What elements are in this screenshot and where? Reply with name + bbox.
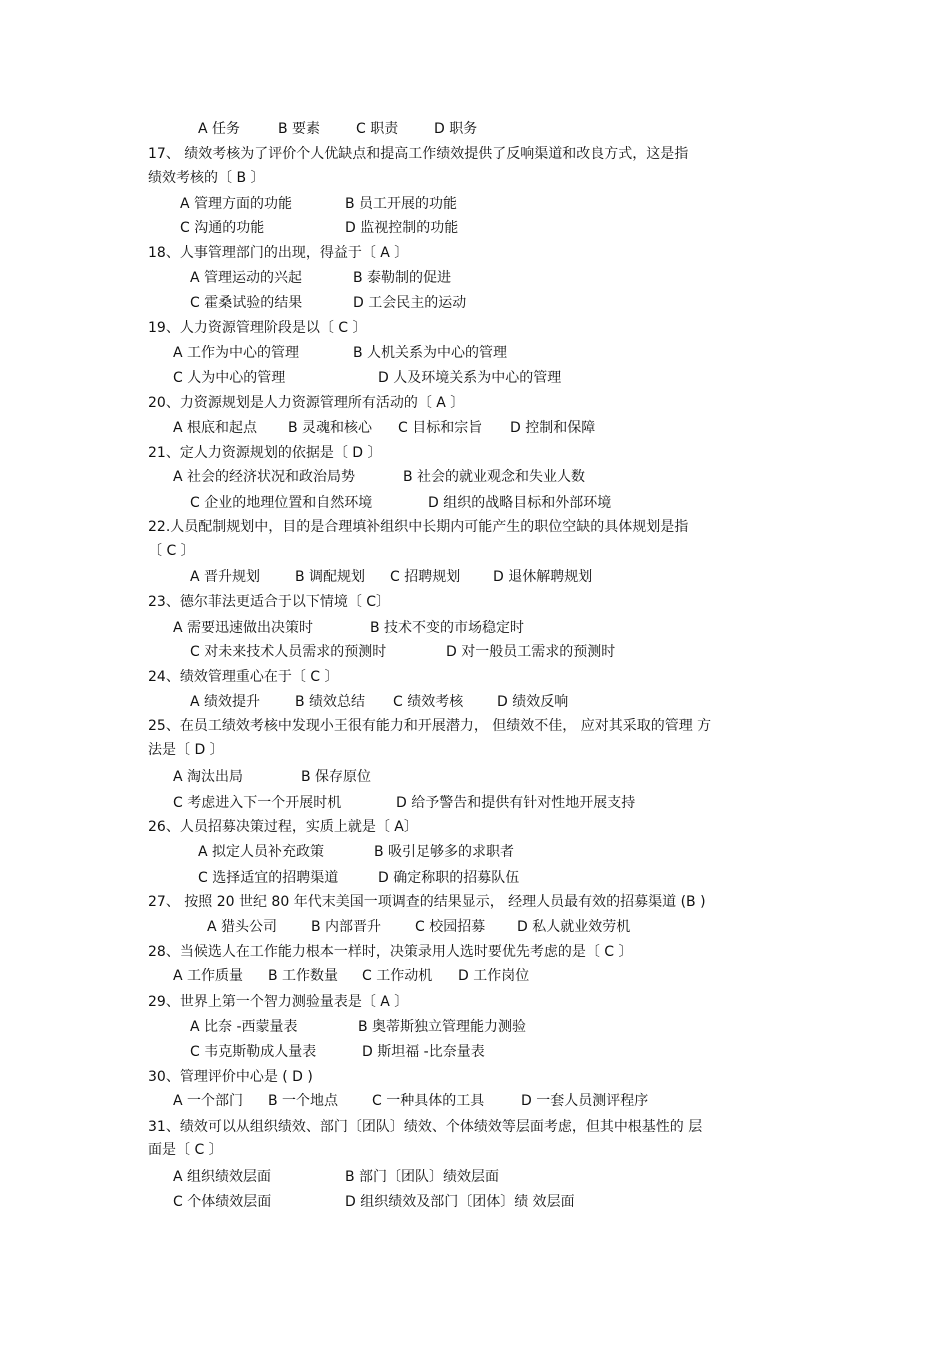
option-b: B 人机关系为中心的管理	[353, 345, 508, 361]
option-b: B 员工开展的功能	[345, 196, 458, 212]
option-b: B 工作数量	[268, 968, 339, 984]
option-d: D 监视控制的功能	[345, 220, 459, 236]
option-d: D 组织绩效及部门〔团体〕绩 效层面	[345, 1194, 575, 1210]
option-c: C 霍桑试验的结果	[190, 295, 303, 311]
option-b: B 技术不变的市场稳定时	[370, 620, 525, 636]
option-b: B 调配规划	[295, 569, 366, 585]
question-text: 27、 按照 20 世纪 80 年代末美国一项调查的结果显示， 经理人员最有效的招募渠道 (B )	[148, 894, 706, 910]
question-text: 26、人员招募决策过程，实质上就是〔 A〕	[148, 819, 418, 835]
option-c: C 一种具体的工具	[372, 1093, 485, 1109]
option-a: A 比奈 -西蒙量表	[190, 1019, 298, 1035]
option-c: C 校园招募	[415, 919, 486, 935]
option-a: A 社会的经济状况和政治局势	[173, 469, 356, 485]
question-text: 18、人事管理部门的出现，得益于〔 A 〕	[148, 245, 409, 261]
option-d: D 控制和保障	[510, 420, 596, 436]
option-a: A 管理运动的兴起	[190, 270, 303, 286]
question-text: 21、定人力资源规划的依据是〔 D 〕	[148, 445, 382, 461]
question-text: 19、人力资源管理阶段是以〔 C 〕	[148, 320, 367, 336]
option-a: A 任务	[198, 121, 241, 137]
option-b: B 内部晋升	[311, 919, 382, 935]
option-c: C 个体绩效层面	[173, 1194, 272, 1210]
option-d: D 一套人员测评程序	[521, 1093, 649, 1109]
option-c: C 韦克斯勒成人量表	[190, 1044, 317, 1060]
option-d: D 工会民主的运动	[353, 295, 467, 311]
option-c: C 招聘规划	[390, 569, 461, 585]
option-a: A 组织绩效层面	[173, 1169, 272, 1185]
option-d: D 职务	[434, 121, 478, 137]
question-text: 23、德尔菲法更适合于以下情境〔 C〕	[148, 594, 391, 610]
option-b: B 吸引足够多的求职者	[374, 844, 515, 860]
option-c: C 考虑进入下一个开展时机	[173, 795, 342, 811]
option-a: A 工作质量	[173, 968, 244, 984]
question-text: 绩效考核的〔 B 〕	[148, 170, 265, 186]
option-c: C 企业的地理位置和自然环境	[190, 495, 373, 511]
option-b: B 社会的就业观念和失业人数	[403, 469, 586, 485]
option-c: C 职责	[356, 121, 399, 137]
option-a: A 管理方面的功能	[180, 196, 293, 212]
question-text: 〔 C 〕	[148, 543, 195, 559]
option-c: C 目标和宗旨	[398, 420, 483, 436]
option-b: B 绩效总结	[295, 694, 366, 710]
option-b: B 灵魂和核心	[288, 420, 373, 436]
question-text: 法是〔 D 〕	[148, 742, 224, 758]
option-a: A 晋升规划	[190, 569, 261, 585]
option-a: A 根底和起点	[173, 420, 258, 436]
question-text: 22.人员配制规划中，目的是合理填补组织中长期内可能产生的职位空缺的具体规划是指	[148, 519, 689, 535]
option-d: D 工作岗位	[458, 968, 530, 984]
option-a: A 猎头公司	[207, 919, 278, 935]
question-text: 20、力资源规划是人力资源管理所有活动的〔 A 〕	[148, 395, 465, 411]
option-b: B 要素	[278, 121, 321, 137]
option-d: D 退休解聘规划	[493, 569, 593, 585]
question-text: 面是〔 C 〕	[148, 1142, 223, 1158]
option-a: A 绩效提升	[190, 694, 261, 710]
option-d: D 确定称职的招募队伍	[378, 870, 520, 886]
option-b: B 保存原位	[301, 769, 372, 785]
question-text: 17、 绩效考核为了评价个人优缺点和提高工作绩效提供了反响渠道和改良方式，这是指	[148, 146, 689, 162]
option-d: D 私人就业效劳机	[517, 919, 631, 935]
question-text: 24、绩效管理重心在于〔 C 〕	[148, 669, 339, 685]
question-text: 31、绩效可以从组织绩效、部门〔团队〕绩效、个体绩效等层面考虑，但其中根基性的 层	[148, 1119, 703, 1135]
option-a: A 工作为中心的管理	[173, 345, 300, 361]
question-text: 30、管理评价中心是 ( D )	[148, 1069, 313, 1085]
option-b: B 泰勒制的促进	[353, 270, 452, 286]
option-a: A 淘汰出局	[173, 769, 244, 785]
option-d: D 给予警告和提供有针对性地开展支持	[396, 795, 636, 811]
option-c: C 对未来技术人员需求的预测时	[190, 644, 387, 660]
question-text: 25、在员工绩效考核中发现小王很有能力和开展潜力， 但绩效不佳， 应对其采取的管理 方	[148, 718, 712, 734]
option-b: B 奥蒂斯独立管理能力测验	[358, 1019, 527, 1035]
option-d: D 人及环境关系为中心的管理	[378, 370, 562, 386]
option-a: A 一个部门	[173, 1093, 244, 1109]
option-b: B 一个地点	[268, 1093, 339, 1109]
option-d: D 绩效反响	[497, 694, 569, 710]
option-a: A 拟定人员补充政策	[198, 844, 325, 860]
option-c: C 人为中心的管理	[173, 370, 286, 386]
option-c: C 沟通的功能	[180, 220, 265, 236]
question-text: 28、当候选人在工作能力根本一样时，决策录用人选时要优先考虑的是〔 C 〕	[148, 944, 633, 960]
option-d: D 组织的战略目标和外部环境	[428, 495, 612, 511]
option-a: A 需要迅速做出决策时	[173, 620, 314, 636]
option-d: D 对一般员工需求的预测时	[446, 644, 616, 660]
option-c: C 工作动机	[362, 968, 433, 984]
option-b: B 部门〔团队〕绩效层面	[345, 1169, 500, 1185]
option-c: C 选择适宜的招聘渠道	[198, 870, 339, 886]
option-d: D 斯坦福 -比奈量表	[362, 1044, 485, 1060]
option-c: C 绩效考核	[393, 694, 464, 710]
question-text: 29、世界上第一个智力测验量表是〔 A 〕	[148, 994, 409, 1010]
